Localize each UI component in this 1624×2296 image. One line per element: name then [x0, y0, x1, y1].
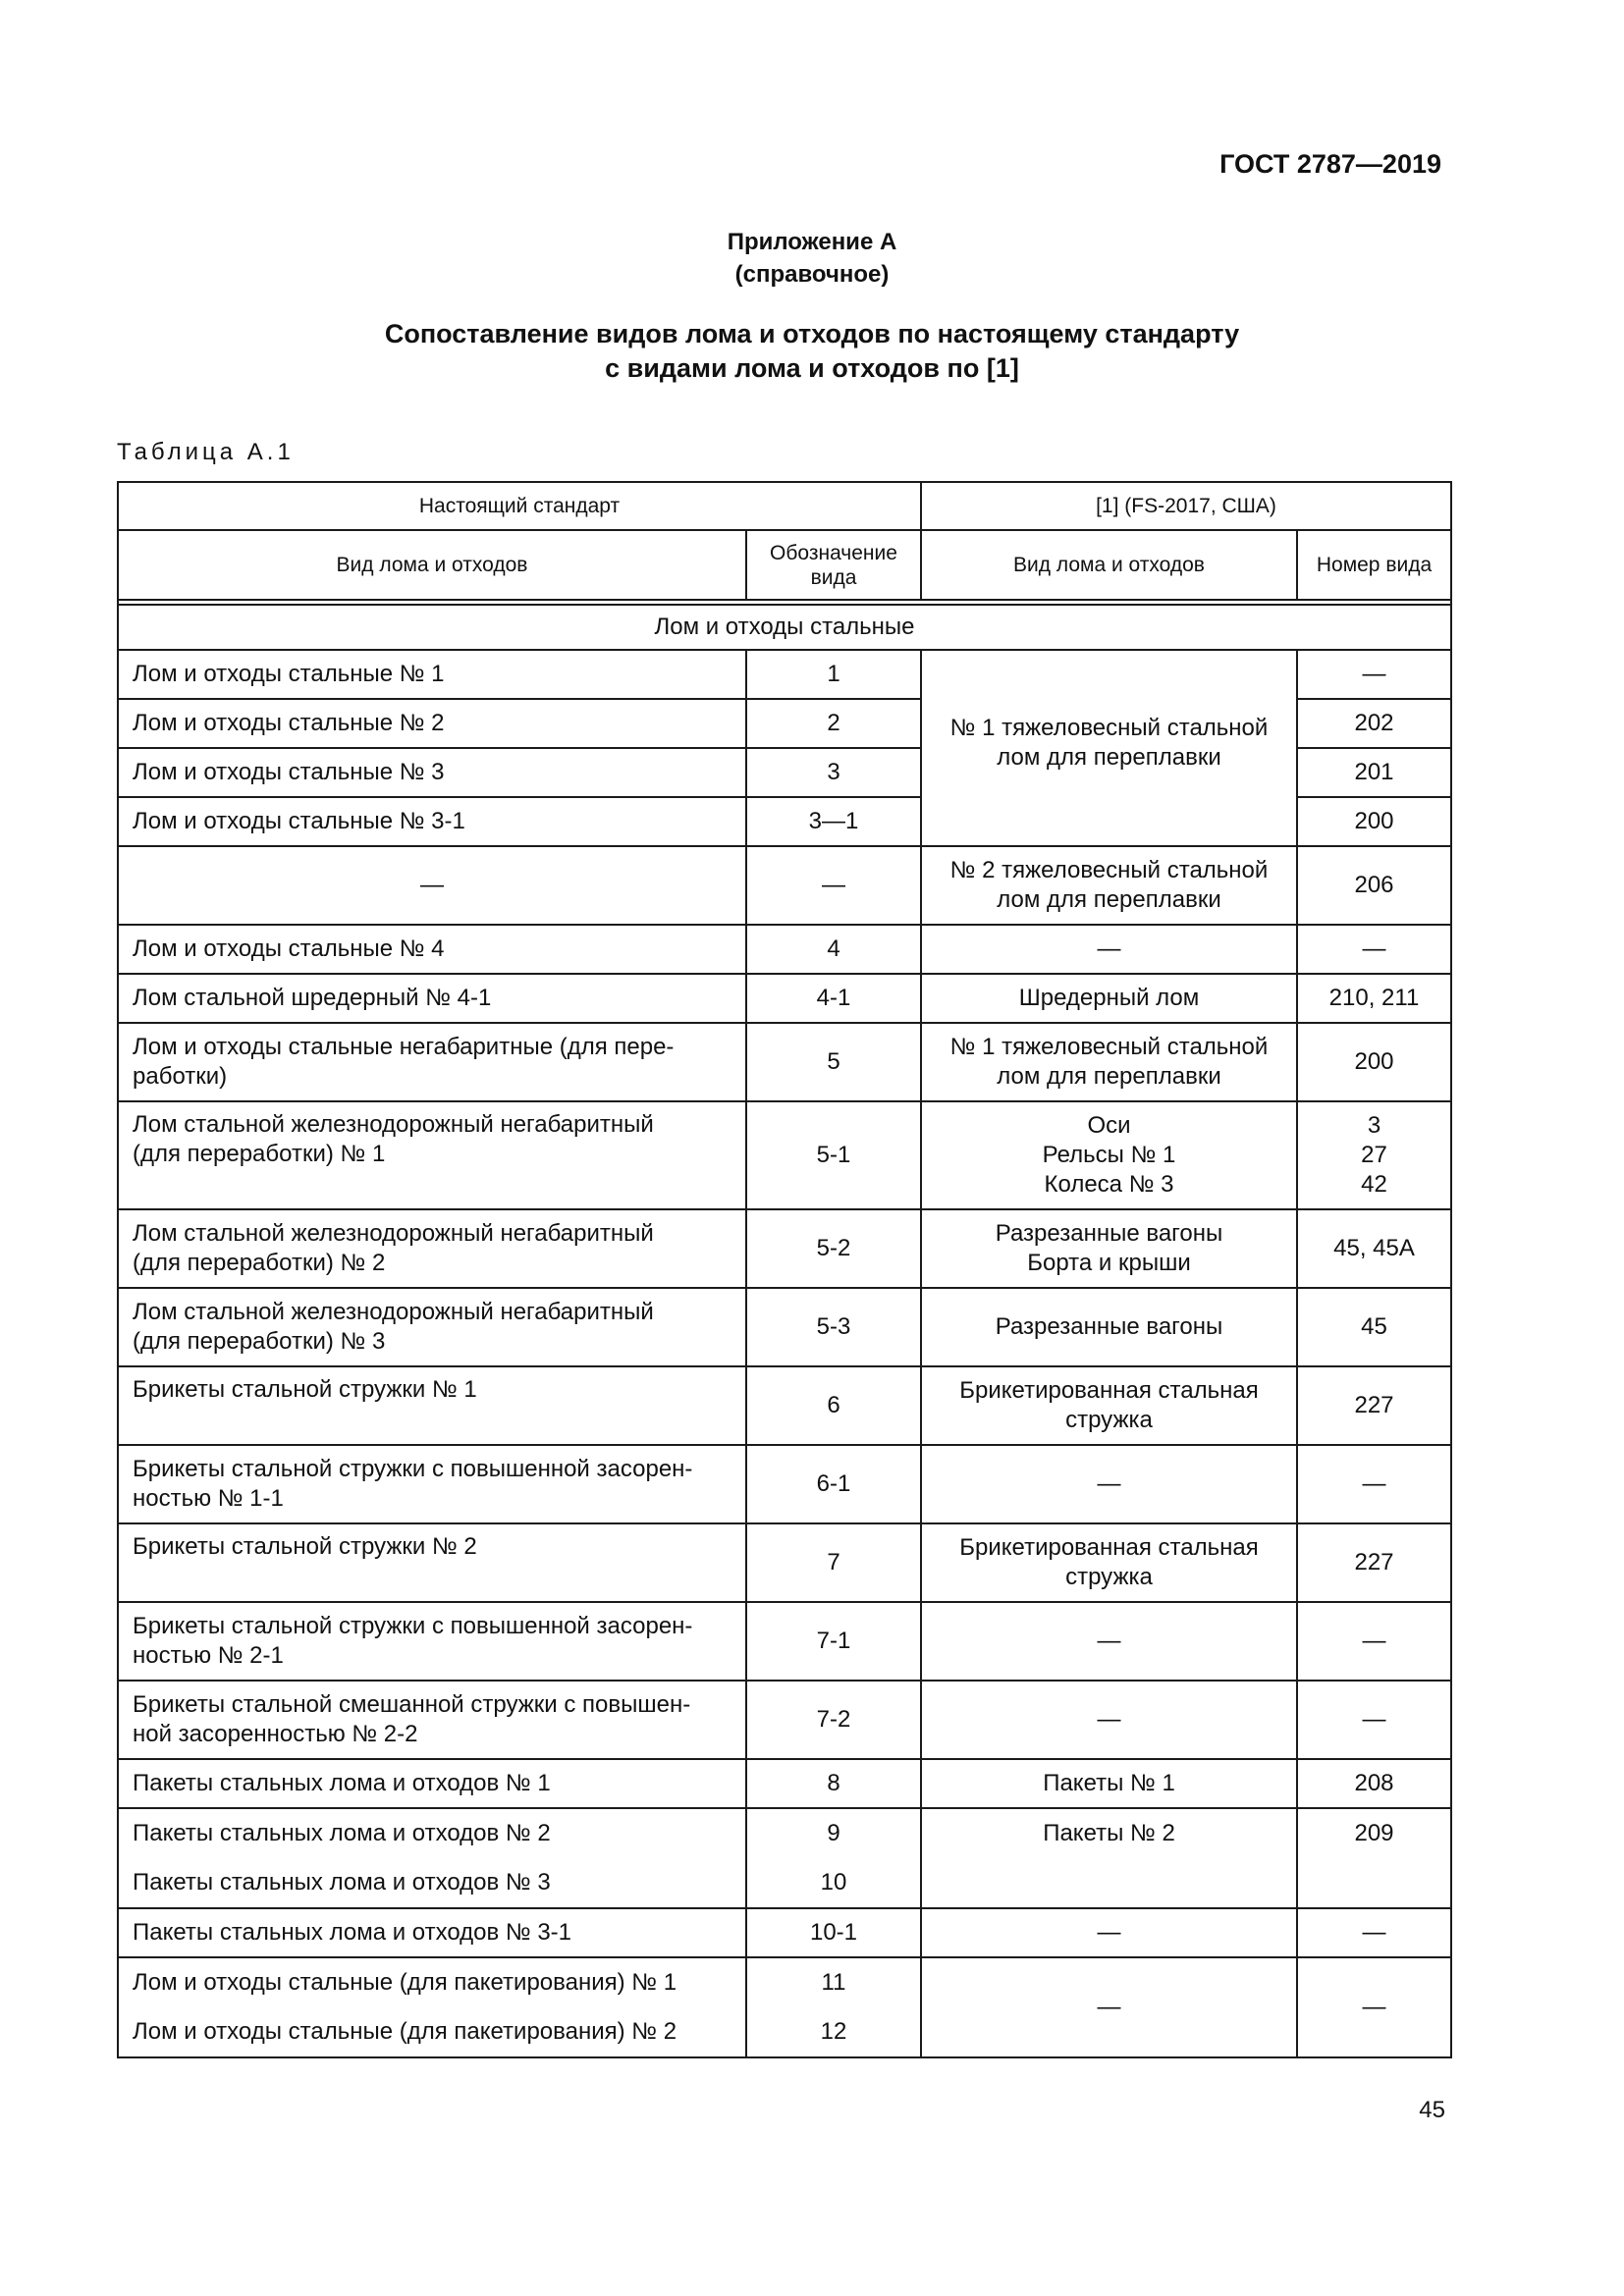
row-designation: 5-2: [746, 1209, 921, 1288]
row-us-scrap-type: —: [921, 1957, 1297, 2057]
row-scrap-type: Лом и отходы стальные № 2: [118, 699, 746, 748]
name-l1: Брикеты стальной смешанной стружки с повышен-: [133, 1691, 691, 1718]
table-row: [118, 1602, 1451, 1681]
us-l1: № 1 тяжеловесный стальной: [949, 1034, 1269, 1060]
name-l1: Брикеты стальной стружки с повышенной засорен-: [133, 1613, 693, 1639]
row-us-number: [1297, 1101, 1451, 1209]
row-us-number: 202: [1297, 699, 1451, 748]
row-us-number: —: [1297, 925, 1451, 974]
row-designation: 6-1: [746, 1445, 921, 1523]
table-row: [118, 1759, 1451, 1808]
merged-us-l1: № 1 тяжеловесный стальной: [949, 715, 1269, 741]
row-us-number: —: [1297, 1908, 1451, 1957]
row-designation: 1: [746, 650, 921, 699]
document-code: ГОСТ 2787—2019: [1219, 149, 1441, 179]
us-l2: лом для переплавки: [997, 886, 1221, 913]
row-scrap-type: [118, 1288, 746, 1366]
name-l2: Лом и отходы стальные (для пакетирования) № 2: [133, 2018, 677, 2045]
name-l1: Лом стальной железнодорожный негабаритный: [133, 1299, 654, 1325]
row-us-scrap-type: [921, 1209, 1297, 1288]
table-row: [118, 1101, 1451, 1209]
row-us-number: —: [1297, 1681, 1451, 1759]
row-scrap-type: Брикеты стальной стружки № 2: [118, 1523, 746, 1602]
code-l2: 10: [820, 1869, 847, 1896]
name-l1: Лом и отходы стальные (для пакетирования) № 1: [133, 1969, 677, 1996]
row-scrap-type: Лом и отходы стальные № 3-1: [118, 797, 746, 846]
appendix-label: Приложение А: [727, 229, 897, 255]
name-l1: Пакеты стальных лома и отходов № 2: [133, 1820, 551, 1846]
row-us-scrap-type: Шредерный лом: [921, 974, 1297, 1023]
row-us-number: 208: [1297, 1759, 1451, 1808]
section-row: [118, 605, 1451, 650]
row-designation: 2: [746, 699, 921, 748]
row-us-scrap-type: —: [921, 1602, 1297, 1681]
appendix-type: (справочное): [734, 261, 890, 288]
row-scrap-type: —: [118, 846, 746, 925]
us-l1: Оси: [1087, 1112, 1131, 1139]
table-row: [118, 1957, 1451, 2057]
row-us-number: 200: [1297, 1023, 1451, 1101]
row-designation: 5: [746, 1023, 921, 1101]
row-scrap-type: [118, 1957, 746, 2057]
name-l2: ной засоренностью № 2-2: [133, 1721, 418, 1747]
us-l1: Брикетированная стальная: [959, 1534, 1259, 1561]
row-us-scrap-type: [921, 1366, 1297, 1445]
row-us-number: 206: [1297, 846, 1451, 925]
num-l2: 27: [1361, 1142, 1387, 1168]
row-designation: 6: [746, 1366, 921, 1445]
name-l2: ностью № 1-1: [133, 1485, 284, 1512]
name-l1: Лом стальной железнодорожный негабаритный: [133, 1220, 654, 1247]
name-l1: Брикеты стальной стружки с повышенной засорен-: [133, 1456, 693, 1482]
row-us-number: 45, 45А: [1297, 1209, 1451, 1288]
row-designation: 3—1: [746, 797, 921, 846]
title-line-2: с видами лома и отходов по [1]: [605, 353, 1019, 383]
row-designation: 7-2: [746, 1681, 921, 1759]
table-row: [118, 1023, 1451, 1101]
num-l3: 42: [1361, 1171, 1387, 1198]
row-us-scrap-type: Пакеты № 2: [921, 1808, 1297, 1908]
row-designation: 5-3: [746, 1288, 921, 1366]
name-l2: (для переработки) № 1: [133, 1141, 386, 1167]
row-us-number: —: [1297, 1602, 1451, 1681]
table-row: [118, 846, 1451, 925]
row-us-number: —: [1297, 1957, 1451, 2057]
page-title: [0, 317, 1624, 386]
table-row: [118, 1288, 1451, 1366]
row-scrap-type: Пакеты стальных лома и отходов № 1: [118, 1759, 746, 1808]
row-us-scrap-type: —: [921, 1445, 1297, 1523]
us-l2: Борта и крыши: [1027, 1250, 1191, 1276]
row-scrap-type: [118, 1681, 746, 1759]
row-scrap-type: [118, 1602, 746, 1681]
row-scrap-type: [118, 1023, 746, 1101]
row-us-number: 209: [1297, 1808, 1451, 1908]
us-l1: Разрезанные вагоны: [995, 1220, 1223, 1247]
row-us-number: 227: [1297, 1366, 1451, 1445]
row-us-number: 227: [1297, 1523, 1451, 1602]
name-l1: Лом и отходы стальные негабаритные (для пере-: [133, 1034, 675, 1060]
row-us-scrap-type: —: [921, 925, 1297, 974]
title-line-1: Сопоставление видов лома и отходов по настоящему стандарту: [384, 319, 1240, 348]
header-designation-l1: Обозначение: [770, 541, 897, 564]
name-l2: Пакеты стальных лома и отходов № 3: [133, 1869, 551, 1896]
row-us-scrap-type: Пакеты № 1: [921, 1759, 1297, 1808]
header-designation: [746, 530, 921, 600]
table-row: [118, 1681, 1451, 1759]
row-us-scrap-type: [921, 1101, 1297, 1209]
table-row: [118, 1366, 1451, 1445]
name-l1: Лом стальной железнодорожный негабаритный: [133, 1111, 654, 1138]
merged-us-l2: лом для переплавки: [997, 744, 1221, 771]
table-row: [118, 925, 1451, 974]
page-number: 45: [1419, 2097, 1445, 2123]
row-us-number: —: [1297, 1445, 1451, 1523]
name-l2: (для переработки) № 2: [133, 1250, 386, 1276]
row-us-scrap-type: —: [921, 1681, 1297, 1759]
row-scrap-type: [118, 1445, 746, 1523]
row-scrap-type: Лом стальной шредерный № 4-1: [118, 974, 746, 1023]
code-l1: 9: [827, 1820, 840, 1846]
name-l2: ностью № 2-1: [133, 1642, 284, 1669]
row-us-scrap-type-merged: [921, 650, 1297, 846]
row-scrap-type: Брикеты стальной стружки № 1: [118, 1366, 746, 1445]
appendix-heading: [0, 226, 1624, 291]
comparison-table: [117, 481, 1452, 2058]
us-l2: лом для переплавки: [997, 1063, 1221, 1090]
table-row: [118, 1445, 1451, 1523]
row-us-scrap-type: [921, 1523, 1297, 1602]
table-header-row: [118, 530, 1451, 600]
row-scrap-type: Пакеты стальных лома и отходов № 3-1: [118, 1908, 746, 1957]
row-scrap-type: Лом и отходы стальные № 4: [118, 925, 746, 974]
row-designation: 8: [746, 1759, 921, 1808]
row-designation: 10-1: [746, 1908, 921, 1957]
table-row: [118, 1908, 1451, 1957]
row-us-number: 210, 211: [1297, 974, 1451, 1023]
row-designation: 3: [746, 748, 921, 797]
header-us-number: Номер вида: [1297, 530, 1451, 600]
header-group-us: [1] (FS-2017, США): [921, 482, 1451, 530]
code-l2: 12: [820, 2018, 847, 2045]
section-title: Лом и отходы стальные: [118, 605, 1451, 650]
row-designation: [746, 1957, 921, 2057]
us-l2: стружка: [1065, 1407, 1153, 1433]
name-l2: (для переработки) № 3: [133, 1328, 386, 1355]
row-scrap-type: [118, 1209, 746, 1288]
row-us-number: 45: [1297, 1288, 1451, 1366]
code-l1: 11: [821, 1969, 846, 1996]
name-l2: работки): [133, 1063, 228, 1090]
row-us-scrap-type: Разрезанные вагоны: [921, 1288, 1297, 1366]
header-scrap-type: Вид лома и отходов: [118, 530, 746, 600]
table-row: [118, 1209, 1451, 1288]
header-designation-l2: вида: [810, 565, 857, 589]
row-designation: 5-1: [746, 1101, 921, 1209]
table-row: [118, 650, 1451, 699]
row-us-number: 201: [1297, 748, 1451, 797]
table-row: [118, 1808, 1451, 1908]
table-header-group-row: [118, 482, 1451, 530]
table-row: [118, 1523, 1451, 1602]
header-group-current: Настоящий стандарт: [118, 482, 921, 530]
row-scrap-type: [118, 1101, 746, 1209]
us-l2: Рельсы № 1: [1042, 1142, 1176, 1168]
row-us-scrap-type: —: [921, 1908, 1297, 1957]
row-us-number: 200: [1297, 797, 1451, 846]
row-designation: 7-1: [746, 1602, 921, 1681]
row-designation: —: [746, 846, 921, 925]
us-l2: стружка: [1065, 1564, 1153, 1590]
row-scrap-type: Лом и отходы стальные № 1: [118, 650, 746, 699]
row-designation: 4-1: [746, 974, 921, 1023]
header-us-scrap-type: Вид лома и отходов: [921, 530, 1297, 600]
us-l1: № 2 тяжеловесный стальной: [949, 857, 1269, 883]
table-label: Таблица А.1: [117, 439, 295, 465]
us-l3: Колеса № 3: [1044, 1171, 1174, 1198]
num-l1: 3: [1367, 1112, 1381, 1139]
row-us-scrap-type: [921, 846, 1297, 925]
row-us-scrap-type: [921, 1023, 1297, 1101]
row-designation: 7: [746, 1523, 921, 1602]
table-row: [118, 974, 1451, 1023]
row-scrap-type: Лом и отходы стальные № 3: [118, 748, 746, 797]
row-designation: 4: [746, 925, 921, 974]
us-l1: Брикетированная стальная: [959, 1377, 1259, 1404]
row-us-number: —: [1297, 650, 1451, 699]
row-scrap-type: [118, 1808, 746, 1908]
row-designation: [746, 1808, 921, 1908]
